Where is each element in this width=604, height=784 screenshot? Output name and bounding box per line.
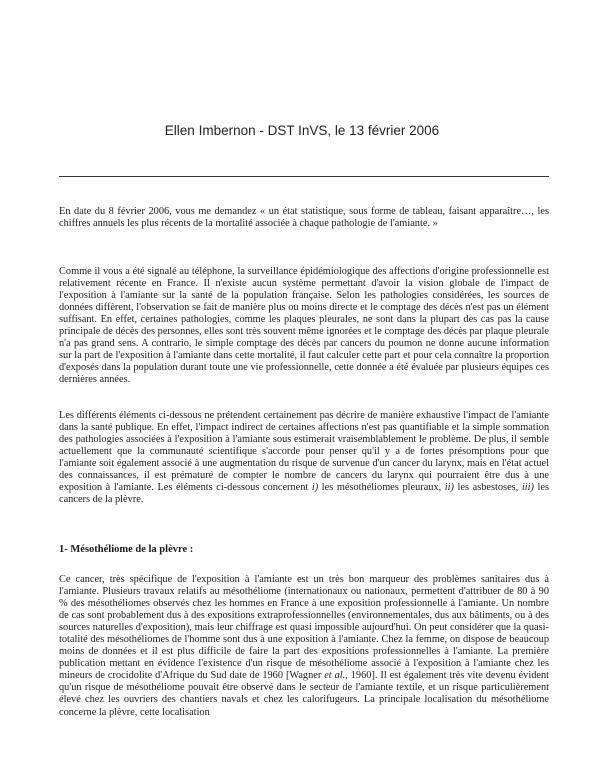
paragraph-surveillance: Comme il vous a été signalé au téléphone, la surveillance épidémiologique des affections d'origine professionnelle est relativement récente en France. Il n'existe aucun système permettant d'avoir la vision globale de l'impact de l'exposition à l'amiante sur la santé de la population française. Selon les pathologies considérées, les sources de données diffèrent, l'observation se fait de manière plus ou moins directe et le comptage des décès n'est pas un élément suffisant. En effet, certaines pathologies, comme les plaques pleurales, ne sont dans la plupart des cas pas la cause principale de décès des personnes, elles sont très souvent même ignorées et le comptage des décès par plaque pleurale n'a pas grand sens. A contrario, le simple comptage des décès par cancers du poumon ne donne aucune information sur la part de l'exposition à l'amiante dans cette mortalité, il faut calculer cette part et pour cela connaître la proportion d'exposés dans la population durant toute une vie professionnelle, cette donnée a été évaluée par plusieurs équipes ces dernières années. xyxy=(59,266,549,386)
paragraph-request: En date du 8 février 2006, vous me demandez « un état statistique, sous forme de tableau, faisant apparaître…, les chiffres annuels les plus récents de la mortalité associée à chaque pathologie de l'amiante. » xyxy=(59,206,549,230)
paragraph-mesothelioma-text: Ce cancer, très spécifique de l'exposition à l'amiante est un très bon marqueur des problèmes sanitaires dus à l'amiante. Plusieurs travaux relatifs au mésothéliome (internationaux ou nationaux, permettent d'attribuer de 80 à 90 % des mésothéliomes observés chez les hommes en France à une exposition professionnelle à l'amiante. Un nombre de cas sont probablement dus à des expositions extraprofessionnelles (environnementales, dus aux bâtiments, ou à des sources naturelles d'exposition), mais leur chiffrage est quasi impossible aujourd'hui. On peut considérer que la quasi-totalité des mésothéliomes de l'homme sont dus à une exposition à l'amiante. Chez la femme, on dispose de beaucoup moins de données et il est plus difficile de faire la part des expositions professionnelles à l'amiante. La première publication mettant en évidence l'existence d'un risque de mésothéliome associé à l'exposition à l'amiante chez les mineurs de crocidolite d'Afrique du Sud date de 1960 [Wagner xyxy=(59,574,549,682)
paragraph-impact-text: Les différents éléments ci-dessous ne prétendent certainement pas décrire de manière exhaustive l'impact de l'amiante dans la santé publique. En effet, l'impact indirect de certaines affections n'est pas quantifiable et la simple sommation des pathologies associées à l'exposition à l'amiante sous estimerait vraisemblablement le problème. De plus, il semble actuellement que la communauté scientifique s'accorde pour penser qu'il y a de fortes présomptions pour que l'amiante soit également associé à une augmentation du risque de survenue d'un cancer du larynx, mais en l'état actuel des connaissances, il est prématuré de compter le nombre de cancers du larynx qui pourraient être dus à une exposition à l'amiante. Les éléments ci-dessous concernent xyxy=(59,410,549,494)
document-title: Ellen Imbernon - DST InVS, le 13 février 2006 xyxy=(164,123,440,138)
title-divider xyxy=(59,176,549,177)
paragraph-mesothelioma-rest: , 1960]. Il est également très vite devenu évident qu'un risque de mésothéliome pouvait être observé dans le secteur de l'amiante textile, et un risque particulièrement élevé chez les ouvriers des chantiers navals et chez les calorifugeurs. La principale localisation du mésothéliome concerne la plèvre, cette localisation xyxy=(59,670,550,718)
paragraph-mesothelioma xyxy=(59,574,549,719)
list-text-3: les cancers de la plèvre. xyxy=(59,482,549,506)
section-heading: 1- Mésothéliome de la plèvre : xyxy=(59,544,194,555)
list-marker-2: ii) xyxy=(444,482,454,494)
paragraph-impact xyxy=(59,410,549,506)
list-marker-1: i) xyxy=(311,482,319,494)
list-text-2: les asbestoses, xyxy=(453,482,522,494)
list-marker-3: iii) xyxy=(521,482,534,494)
list-text-1: les mésothéliomes pleuraux, xyxy=(318,482,445,494)
citation-etal: et al. xyxy=(324,670,346,682)
